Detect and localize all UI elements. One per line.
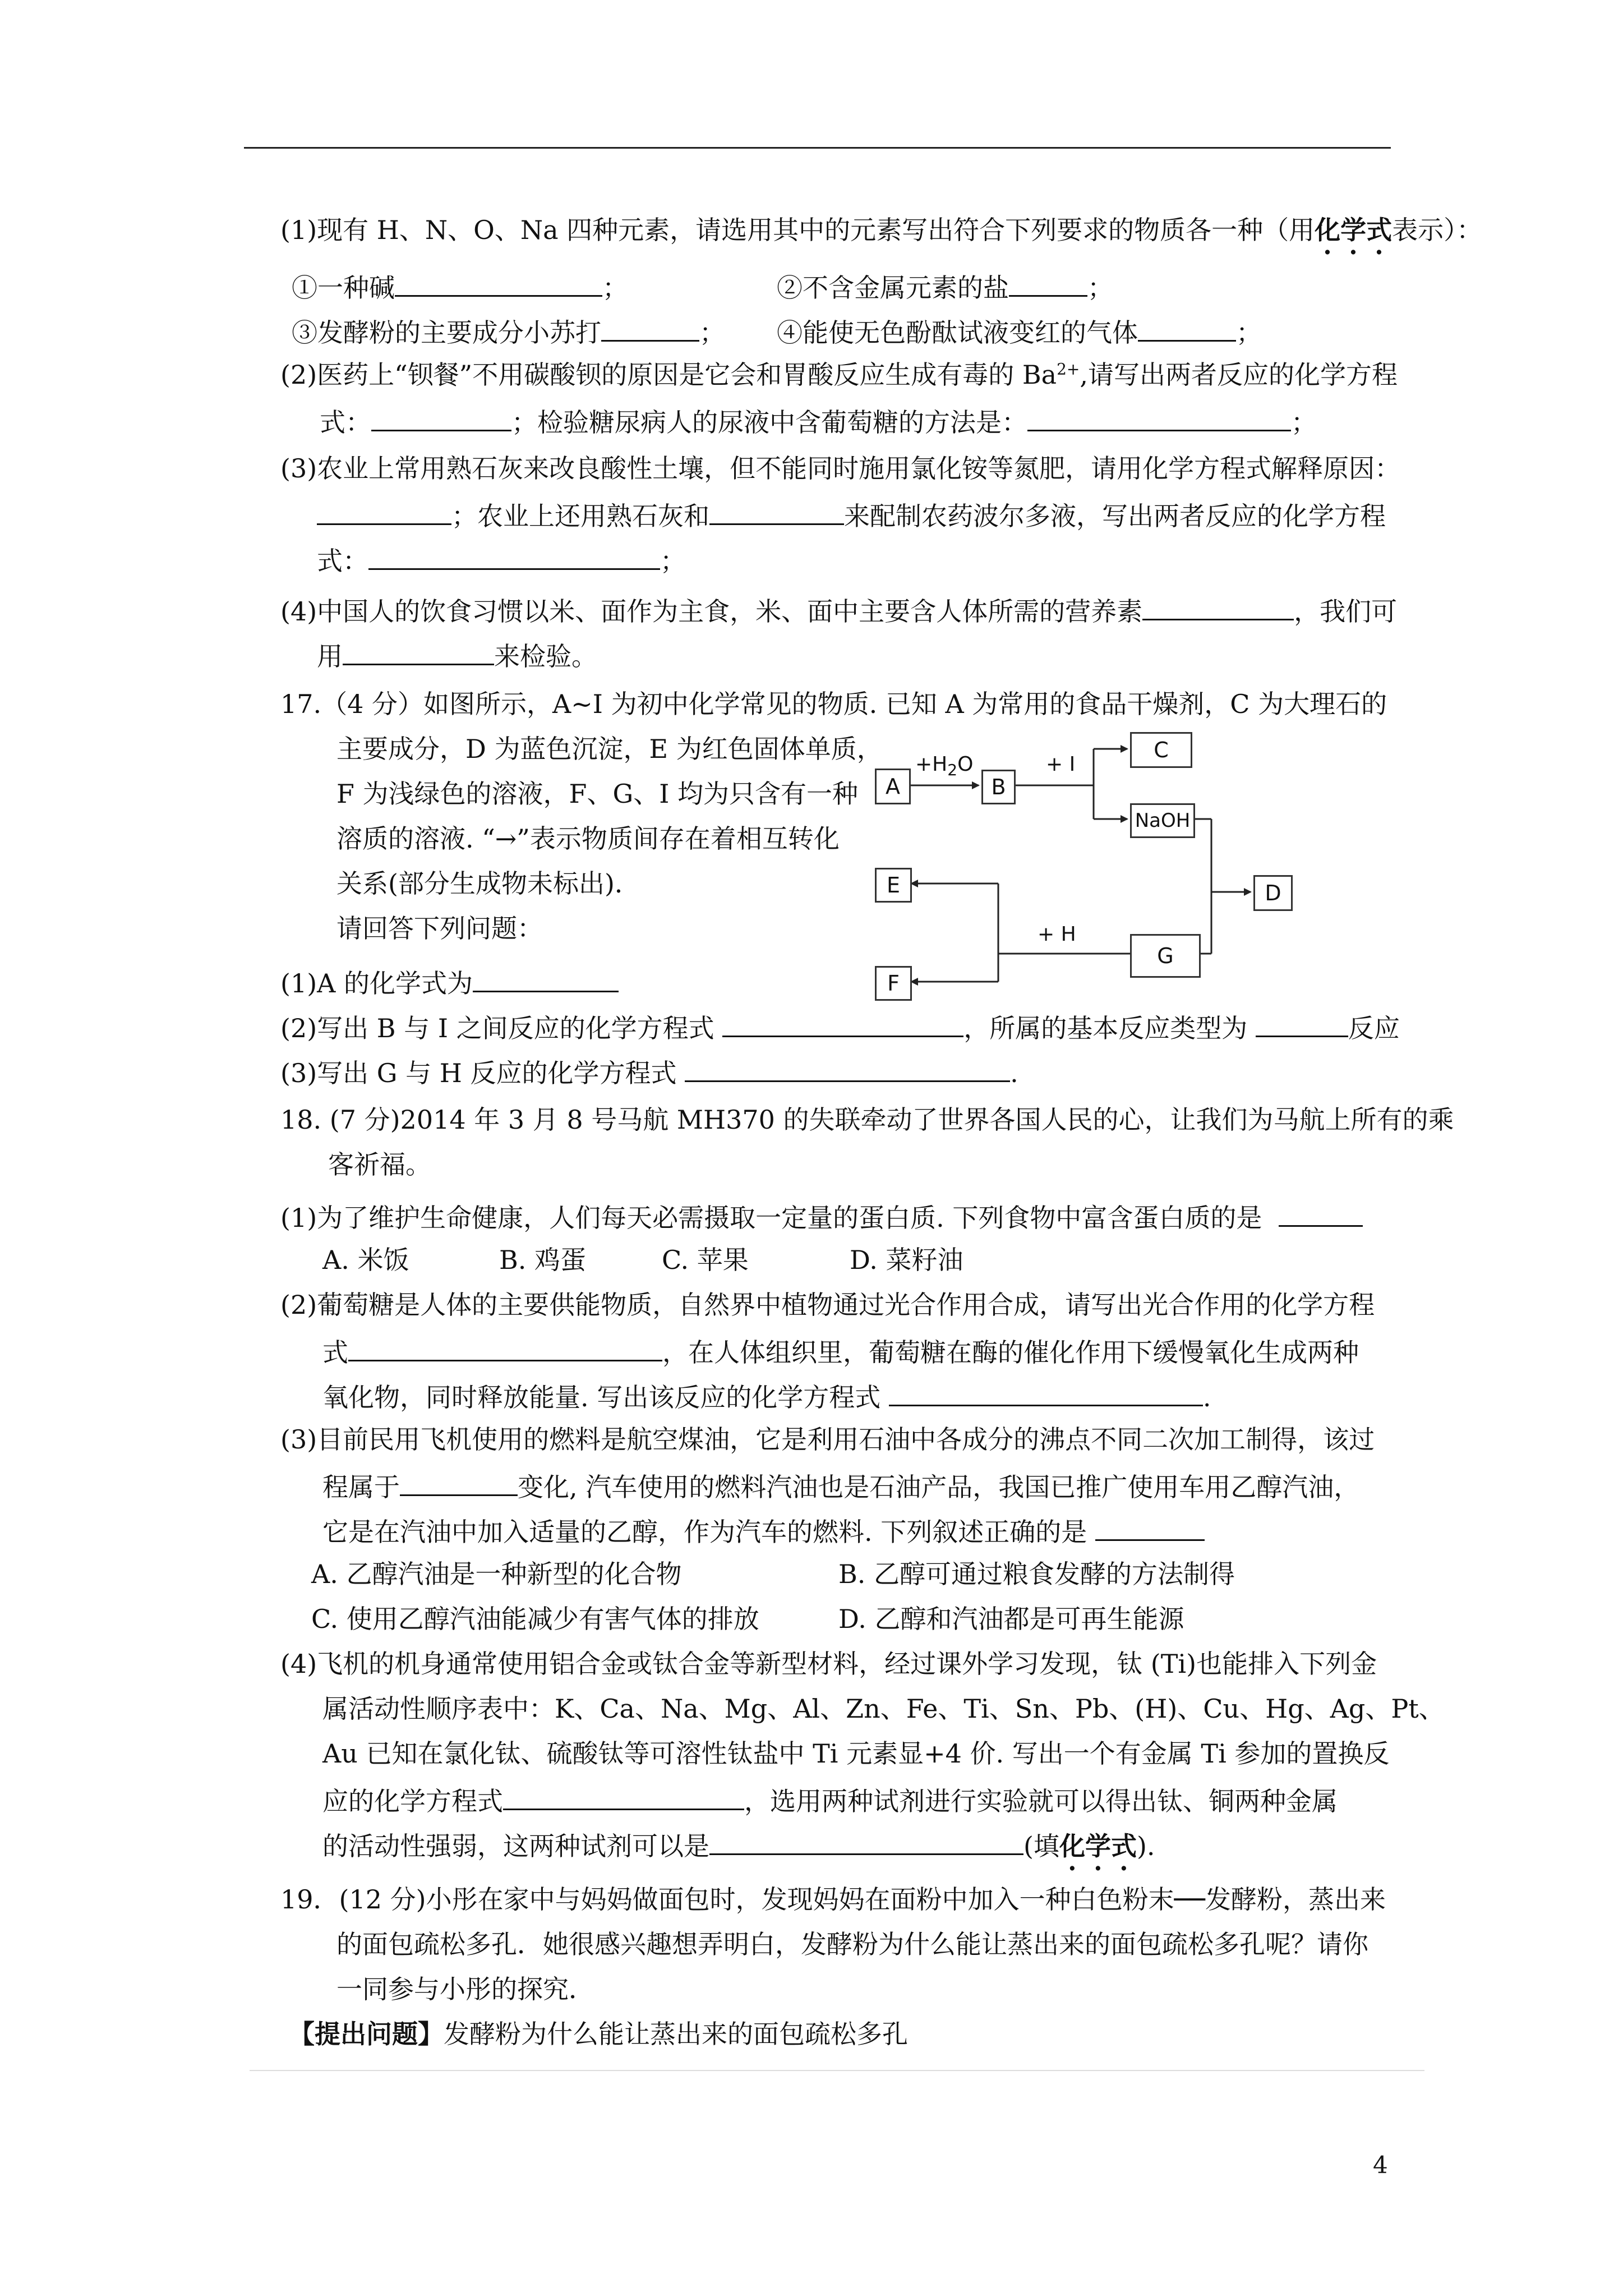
q18-part3-opt-a: A. 乙醇汽油是一种新型的化合物 bbox=[311, 1559, 682, 1589]
q18-part2-line2: 式 ，在人体组织里，葡萄糖在酶的催化作用下缓慢氧化生成两种 bbox=[322, 1333, 1359, 1369]
q18-part1-opt-a: A. 米饭 bbox=[322, 1245, 409, 1275]
q18-part3-opt-b: B. 乙醇可通过粮食发酵的方法制得 bbox=[838, 1559, 1235, 1589]
node-D: D bbox=[1253, 875, 1293, 911]
q17-stem-line4: 溶质的溶液. “→”表示物质间存在着相互转化 bbox=[336, 823, 840, 854]
q17-sub2: (2)写出 B 与 I 之间反应的化学方程式 ，所属的基本反应类型为 反应 bbox=[280, 1009, 1400, 1045]
q16-item1: ①一种碱 ； bbox=[292, 268, 628, 305]
q16-item2: ②不含金属元素的盐 ； bbox=[777, 268, 1113, 305]
q17-sub3: (3)写出 G 与 H 反应的化学方程式 . bbox=[280, 1053, 1018, 1090]
q18-part1: (1)为了维护生命健康，人们每天必需摄取一定量的蛋白质. 下列食物中富含蛋白质的是 bbox=[280, 1198, 1363, 1235]
answer-blank[interactable] bbox=[343, 637, 494, 665]
q18-part4-line1: (4)飞机的机身通常使用铝合金或钛合金等新型材料，经过课外学习发现，钛 (Ti)也能排入下列金 bbox=[280, 1649, 1377, 1679]
q18-part4-line2: 属活动性顺序表中：K、Ca、Na、Mg、Al、Zn、Fe、Ti、Sn、Pb、(H)、Cu、Hg、Ag、Pt、 bbox=[322, 1694, 1445, 1724]
answer-blank[interactable] bbox=[709, 496, 844, 525]
q16-part3-line1: (3)农业上常用熟石灰来改良酸性土壤，但不能同时施用氯化铵等氮肥，请用化学方程式解释原因： bbox=[280, 453, 1401, 484]
page-number: 4 bbox=[1373, 2151, 1388, 2179]
q19-stem-line1: 19．(12 分)小彤在家中与妈妈做面包时，发现妈妈在面粉中加入一种白色粉末──发酵粉，蒸出来 bbox=[280, 1884, 1386, 1915]
q16-part4-line2: 用 来检验。 bbox=[317, 637, 597, 673]
answer-blank[interactable] bbox=[1256, 1009, 1348, 1037]
q18-part3-line1: (3)目前民用飞机使用的燃料是航空煤油，它是利用石油中各成分的沸点不同二次加工制得，该过 bbox=[280, 1424, 1375, 1455]
q16-part2-line1: (2)医药上“钡餐”不用碳酸钡的原因是它会和胃酸反应生成有毒的 $Ba^{2+}$,请写出两者反应的化学方程 bbox=[280, 360, 1398, 390]
answer-blank[interactable] bbox=[368, 541, 660, 570]
header-rule bbox=[244, 147, 1391, 149]
q18-part4-line3: Au 已知在氯化钛、硫酸钛等可溶性钛盐中 Ti 元素显+4 价. 写出一个有金属 Ti 参加的置换反 bbox=[322, 1738, 1390, 1769]
node-A: A bbox=[875, 769, 911, 804]
q16-part2-line2: 式： ；检验糖尿病人的尿液中含葡萄糖的方法是： ； bbox=[320, 403, 1317, 439]
answer-blank[interactable] bbox=[473, 964, 619, 992]
q18-stem-line2: 客祈福。 bbox=[328, 1149, 431, 1180]
q18-part1-opt-d: D. 菜籽油 bbox=[850, 1245, 963, 1275]
q18-part4-line5: 的活动性强弱，这两种试剂可以是 (填化学式). bbox=[322, 1826, 1155, 1876]
answer-blank[interactable] bbox=[685, 1053, 1010, 1082]
answer-blank[interactable] bbox=[709, 1826, 1023, 1855]
q18-part3-line3: 它是在汽油中加入适量的乙醇，作为汽车的燃料. 下列叙述正确的是 bbox=[322, 1512, 1205, 1549]
answer-blank[interactable] bbox=[348, 1333, 662, 1361]
answer-blank[interactable] bbox=[1142, 592, 1294, 620]
q18-part3-opt-c: C. 使用乙醇汽油能减少有害气体的排放 bbox=[311, 1604, 759, 1634]
q17-stem-line5: 关系(部分生成物未标出)． bbox=[336, 868, 640, 899]
q16-part1-intro: (1)现有 H、N、O、Na 四种元素，请选用其中的元素写出符合下列要求的物质各一种（用化学式表示）： bbox=[280, 215, 1483, 245]
answer-blank[interactable] bbox=[601, 313, 699, 342]
answer-blank[interactable] bbox=[1279, 1198, 1363, 1227]
node-B: B bbox=[981, 770, 1016, 804]
q19-stem-line3: 一同参与小彤的探究． bbox=[336, 1974, 594, 2004]
q16-part4-line1: (4)中国人的饮食习惯以米、面作为主食，米、面中主要含人体所需的营养素 ，我们可 bbox=[280, 592, 1397, 628]
q17-stem-line3: F 为浅绿色的溶液，F、G、I 均为只含有一种 bbox=[336, 779, 858, 809]
answer-blank[interactable] bbox=[395, 268, 602, 297]
q18-part1-opt-c: C. 苹果 bbox=[662, 1245, 749, 1275]
footer-rule bbox=[250, 2070, 1424, 2071]
answer-blank[interactable] bbox=[722, 1009, 963, 1037]
q18-part3-line2: 程属于 变化, 汽车使用的燃料汽油也是石油产品，我国已推广使用车用乙醇汽油， bbox=[322, 1467, 1359, 1504]
answer-blank[interactable] bbox=[400, 1467, 518, 1496]
q17-stem-line2: 主要成分，D 为蓝色沉淀，E 为红色固体单质， bbox=[336, 734, 883, 764]
q17-stem-line6: 请回答下列问题： bbox=[336, 913, 543, 944]
q16-part3-line3: 式： ； bbox=[317, 541, 686, 578]
label-add-I: + I bbox=[1046, 753, 1076, 776]
answer-blank[interactable] bbox=[1138, 313, 1236, 342]
node-E: E bbox=[875, 868, 912, 903]
answer-blank[interactable] bbox=[317, 496, 451, 525]
q19-stem-line2: 的面包疏松多孔．她很感兴趣想弄明白，发酵粉为什么能让蒸出来的面包疏松多孔呢？请你 bbox=[336, 1929, 1368, 1959]
label-add-H: + H bbox=[1038, 923, 1076, 946]
q18-part4-line4: 应的化学方程式 ，选用两种试剂进行实验就可以得出钛、铜两种金属 bbox=[322, 1782, 1338, 1818]
q18-part2-line3: 氧化物，同时释放能量. 写出该反应的化学方程式 . bbox=[322, 1378, 1211, 1414]
answer-blank[interactable] bbox=[889, 1378, 1203, 1406]
answer-blank[interactable] bbox=[503, 1782, 744, 1810]
node-F: F bbox=[875, 966, 912, 1001]
q18-part3-opt-d: D. 乙醇和汽油都是可再生能源 bbox=[838, 1604, 1184, 1634]
q18-part2-line1: (2)葡萄糖是人体的主要供能物质，自然界中植物通过光合作用合成，请写出光合作用的化学方程 bbox=[280, 1290, 1375, 1320]
label-add-water: $+H_2O$ bbox=[915, 753, 974, 780]
node-C: C bbox=[1130, 732, 1192, 768]
q17-sub1: (1)A 的化学式为 bbox=[280, 964, 619, 1000]
q16-part3-line2: ；农业上还用熟石灰和 来配制农药波尔多液，写出两者反应的化学方程 bbox=[317, 496, 1386, 533]
q16-item3: ③发酵粉的主要成分小苏打 ； bbox=[292, 313, 725, 349]
node-NaOH: NaOH bbox=[1130, 803, 1195, 838]
q18-stem-line1: 18. (7 分)2014 年 3 月 8 号马航 MH370 的失联牵动了世界各国人民的心，让我们为马航上所有的乘 bbox=[280, 1105, 1454, 1135]
reaction-diagram bbox=[875, 724, 1312, 1027]
answer-blank[interactable] bbox=[1095, 1512, 1205, 1541]
q19-ask: 【提出问题】发酵粉为什么能让蒸出来的面包疏松多孔 bbox=[289, 2019, 908, 2049]
node-G: G bbox=[1130, 934, 1201, 978]
q17-stem-line1: 17.（4 分）如图所示，A~I 为初中化学常见的物质. 已知 A 为常用的食品干燥剂，C 为大理石的 bbox=[280, 689, 1387, 719]
q18-part1-opt-b: B. 鸡蛋 bbox=[499, 1245, 587, 1275]
answer-blank[interactable] bbox=[371, 403, 511, 431]
answer-blank[interactable] bbox=[1027, 403, 1291, 431]
answer-blank[interactable] bbox=[1009, 268, 1087, 297]
q16-item4: ④能使无色酚酞试液变红的气体 ； bbox=[777, 313, 1262, 349]
